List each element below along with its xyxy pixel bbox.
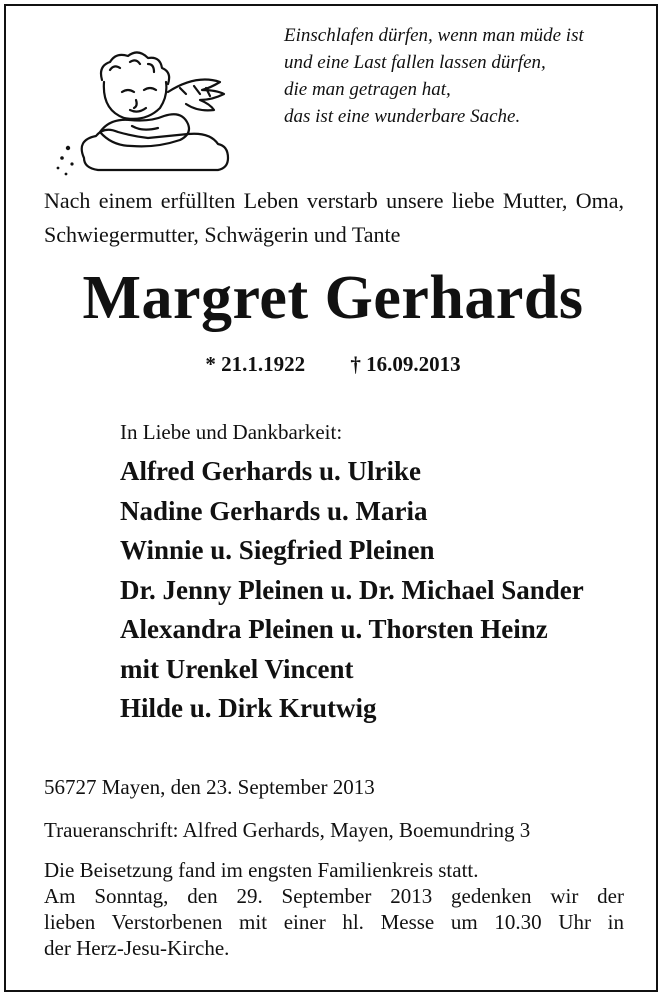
poem-line: und eine Last fallen lassen dürfen,	[284, 52, 546, 73]
place-date: 56727 Mayen, den 23. September 2013	[44, 775, 375, 799]
angel-icon	[40, 40, 250, 180]
mourner-name: mit Urenkel Vincent	[120, 653, 354, 684]
life-dates	[0, 350, 666, 378]
poem	[284, 22, 644, 130]
mourner-name: Winnie u. Siegfried Pleinen	[120, 535, 435, 565]
poem-line: die man getragen hat,	[284, 79, 451, 100]
death-date: † 16.09.2013	[350, 352, 461, 376]
mourners-heading: In Liebe und Dankbarkeit:	[120, 420, 343, 444]
notice-line: lieben Verstorbenen mit einer hl. Messe um 10.30 Uhr in	[44, 910, 624, 934]
mourning-address: Traueranschrift: Alfred Gerhards, Mayen, Boemundring 3	[44, 818, 531, 842]
poem-line: Einschlafen dürfen, wenn man müde ist	[284, 25, 584, 46]
notice-line: Am Sonntag, den 29. September 2013 gedenken wir der	[44, 884, 624, 908]
mourner-name: Alfred Gerhards u. Ulrike	[120, 456, 421, 486]
poem-line: das ist eine wunderbare Sache.	[284, 106, 521, 127]
mourner-name: Hilde u. Dirk Krutwig	[120, 693, 377, 723]
notice-line: Die Beisetzung fand im engsten Familienkreis statt.	[44, 858, 479, 882]
notice-line: der Herz-Jesu-Kirche.	[44, 936, 230, 960]
birth-date: * 21.1.1922	[205, 352, 306, 376]
mourners-list	[120, 452, 584, 729]
mourner-name: Dr. Jenny Pleinen u. Dr. Michael Sander	[120, 574, 584, 605]
intro-text: Nach einem erfüllten Leben verstarb unsere liebe Mutter, Oma, Schwiegermutter, Schwägerin und Tante	[44, 188, 624, 247]
mourner-name: Alexandra Pleinen u. Thorsten Heinz	[120, 614, 548, 644]
mourner-name: Nadine Gerhards u. Maria	[120, 495, 428, 526]
funeral-notice	[44, 857, 624, 961]
deceased-name: Margret Gerhards	[82, 264, 584, 332]
